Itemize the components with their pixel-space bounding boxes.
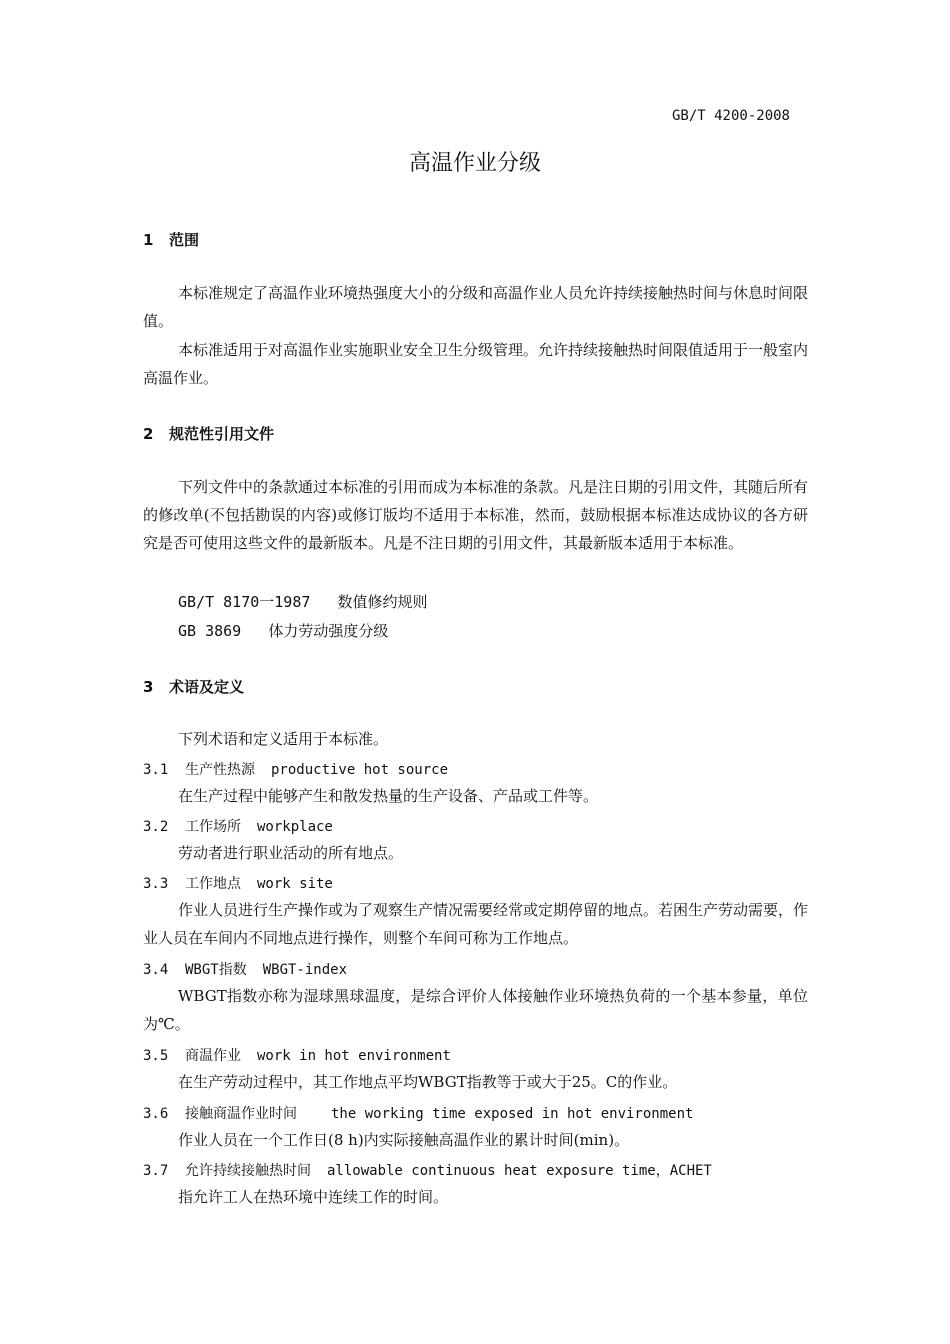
section-title: 术语及定义 — [169, 678, 245, 696]
paragraph: 下列文件中的条款通过本标准的引用而成为本标准的条款。凡是注日期的引用文件，其随后所有的修改单(不包括勘误的内容)或修订版均不适用于本标准，然而，鼓励根据本标准达成协议的各方研究是否可使用这些文件的最新版本。凡是不注日期的引用文件，其最新版本适用于本标准。 — [143, 478, 809, 552]
term-zh: 允许持续接触热时间 — [185, 1163, 311, 1179]
term-number: 3.5 — [143, 1048, 169, 1064]
term-en: allowable continuous heat exposure time，ACHET — [327, 1163, 712, 1179]
term-heading — [143, 759, 448, 779]
term-zh: 工作地点 — [185, 876, 241, 892]
term-number: 3.3 — [143, 876, 169, 892]
reference-code: GB/T 8170一1987 — [178, 593, 311, 611]
term-heading — [143, 816, 333, 836]
term-number: 3.1 — [143, 762, 169, 778]
term-zh: WBGT指数 — [185, 962, 247, 978]
section-1-heading — [143, 229, 199, 250]
reference-title: 体力劳动强度分级 — [268, 622, 389, 640]
term-en: WBGT-index — [262, 962, 348, 978]
section-2-heading — [143, 423, 274, 444]
term-heading — [143, 959, 347, 979]
term-definition: 在生产过程中能够产生和散发热量的生产设备、产品或工件等。 — [178, 787, 599, 805]
term-en: workplace — [257, 819, 333, 835]
term-definition: 指允许工人在热环境中连续工作的时间。 — [178, 1188, 449, 1206]
reference-code: GB 3869 — [178, 622, 242, 640]
paragraph: 本标准适用于对高温作业实施职业安全卫生分级管理。允许持续接触热时间限值适用于一般室内高温作业。 — [143, 341, 809, 387]
section-3-heading — [143, 676, 244, 697]
section-number: 3 — [143, 678, 154, 696]
term-heading — [143, 1045, 451, 1065]
term-zh: 工作场所 — [185, 819, 241, 835]
term-definition: WBGT指数亦称为湿球黑球温度，是综合评价人体接触作业环境热负荷的一个基本参量，单位为℃。 — [143, 987, 808, 1033]
term-number: 3.6 — [143, 1106, 169, 1122]
paragraph: 下列术语和定义适用于本标准。 — [178, 730, 389, 748]
term-zh: 生产性热源 — [185, 762, 255, 778]
reference-title: 数值修约规则 — [337, 593, 428, 611]
term-number: 3.4 — [143, 962, 169, 978]
document-code: GB/T 4200-2008 — [671, 108, 790, 124]
term-en: work in hot environment — [257, 1048, 451, 1064]
term-zh: 商温作业 — [185, 1048, 241, 1064]
section-number: 2 — [143, 425, 154, 443]
term-definition: 作业人员进行生产操作或为了观察生产情况需要经常或定期停留的地点。若困生产劳动需要，作业人员在车间内不同地点进行操作，则整个车间可称为工作地点。 — [143, 901, 809, 947]
term-heading — [143, 1103, 693, 1123]
section-title: 规范性引用文件 — [169, 425, 275, 443]
term-en: work site — [257, 876, 333, 892]
reference-item — [178, 591, 428, 612]
term-zh: 接触商温作业时间 — [185, 1106, 297, 1122]
term-heading — [143, 1160, 712, 1180]
term-definition: 劳动者进行职业活动的所有地点。 — [178, 844, 404, 862]
term-en: productive hot source — [271, 762, 449, 778]
term-number: 3.2 — [143, 819, 169, 835]
term-number: 3.7 — [143, 1163, 169, 1179]
term-heading — [143, 873, 333, 893]
reference-item — [178, 620, 388, 641]
document-title: 高温作业分级 — [408, 151, 541, 176]
paragraph: 本标准规定了高温作业环境热强度大小的分级和高温作业人员允许持续接触热时间与休息时间限值。 — [143, 284, 809, 330]
term-en: the working time exposed in hot environment — [331, 1106, 694, 1122]
section-number: 1 — [143, 231, 154, 249]
term-definition: 作业人员在一个工作日(8 h)内实际接触高温作业的累计时间(min)。 — [178, 1131, 630, 1149]
section-title: 范围 — [169, 231, 200, 249]
term-definition: 在生产劳动过程中，其工作地点平均WBGT指教等于或大于25。C的作业。 — [178, 1073, 678, 1091]
